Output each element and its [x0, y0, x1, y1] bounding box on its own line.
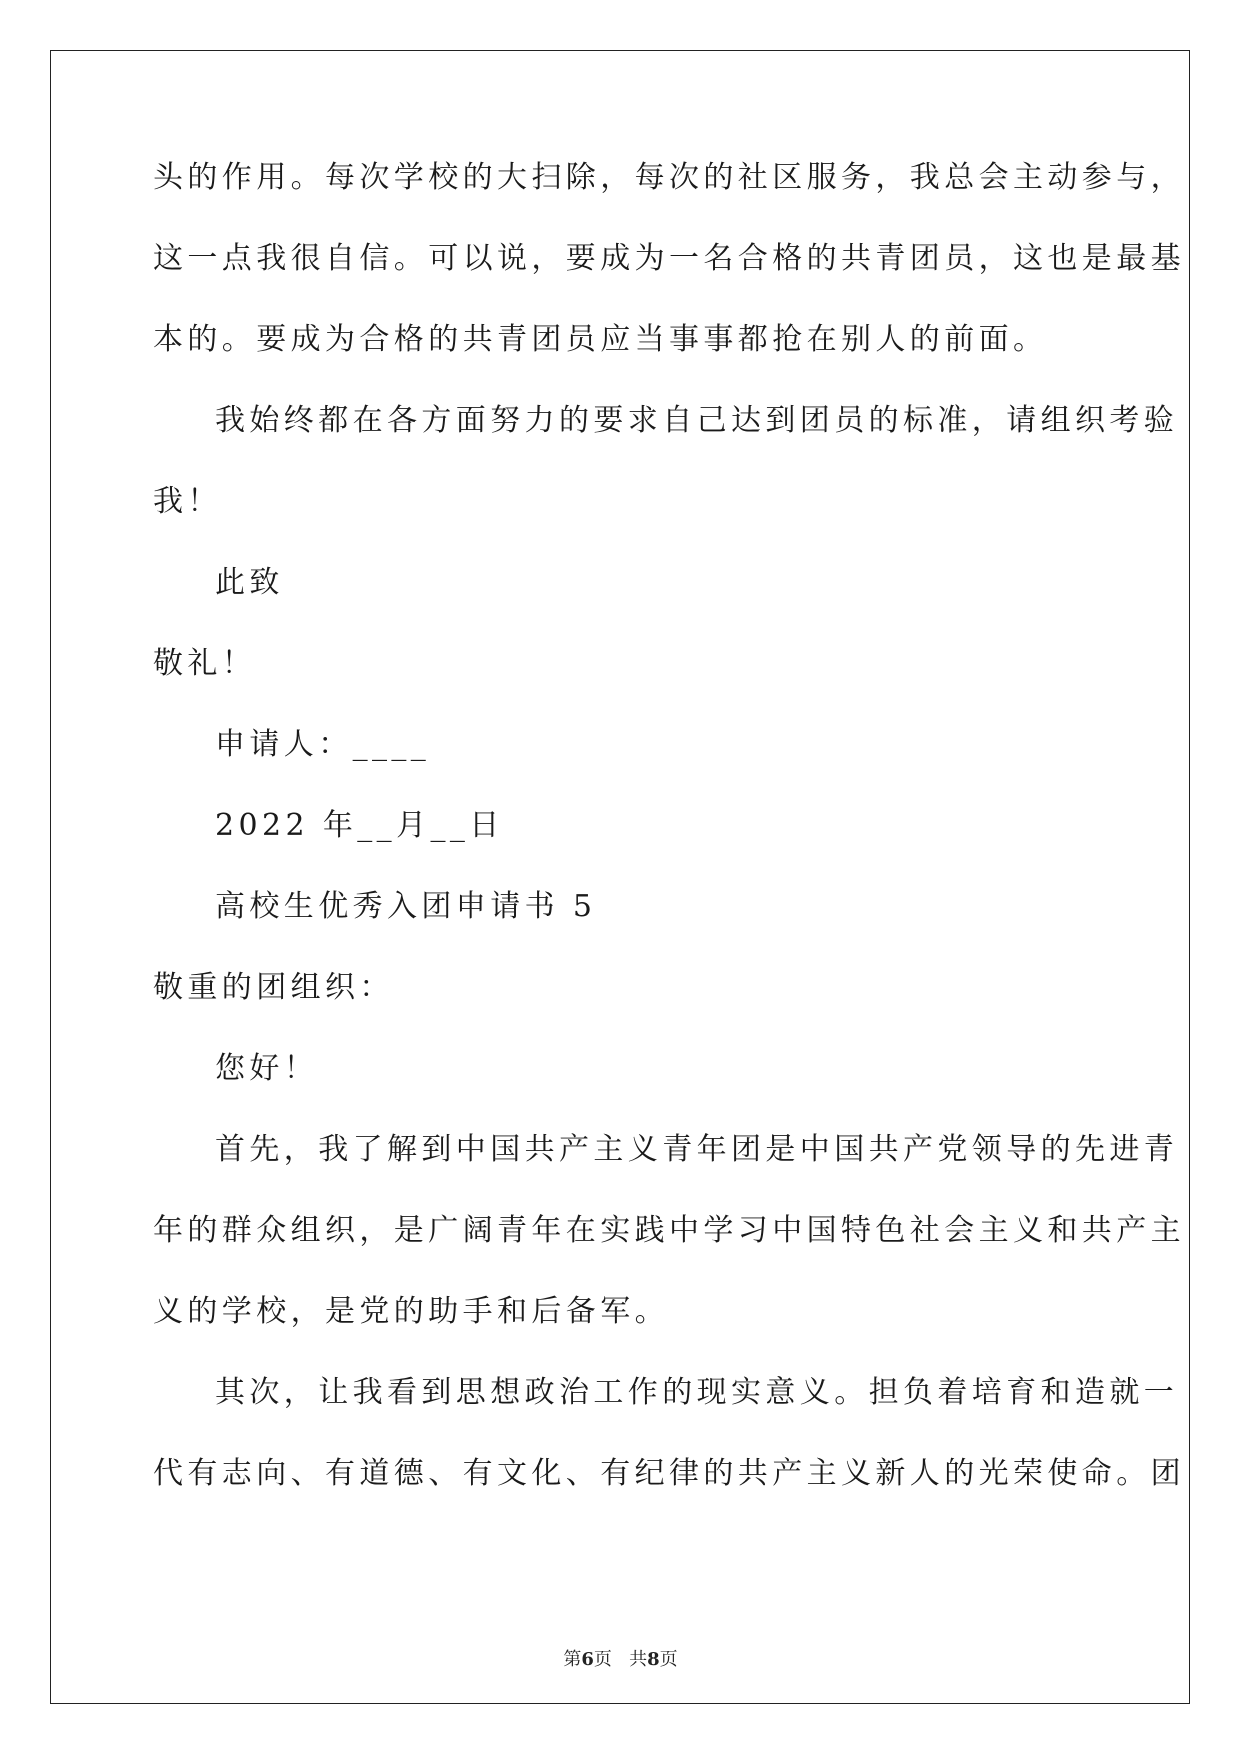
page-footer	[0, 1645, 1241, 1671]
paragraph-line: 年的群众组织，是广阔青年在实践中学习中国特色社会主义和共产主	[153, 1213, 1185, 1248]
applicant-signature-line: 申请人：____	[215, 727, 431, 762]
page-suffix: 页	[593, 1649, 612, 1670]
paragraph-line: 头的作用。每次学校的大扫除，每次的社区服务，我总会主动参与，	[153, 160, 1185, 195]
current-page-number: 6	[581, 1649, 594, 1670]
greeting: 您好！	[215, 1051, 319, 1086]
greeting-addressee: 敬重的团组织：	[153, 970, 394, 1005]
page-prefix: 第	[563, 1649, 582, 1670]
paragraph-line: 我始终都在各方面努力的要求自己达到团员的标准，请组织考验	[215, 403, 1179, 438]
paragraph-line: 代有志向、有道德、有文化、有纪律的共产主义新人的光荣使命。团	[153, 1456, 1185, 1491]
paragraph-line: 这一点我很自信。可以说，要成为一名合格的共青团员，这也是最基	[153, 241, 1185, 276]
paragraph-line: 我！	[153, 484, 222, 519]
paragraph-line: 首先，我了解到中国共产主义青年团是中国共产党领导的先进青	[215, 1132, 1179, 1167]
closing-salutation: 此致	[215, 565, 284, 600]
closing-respect: 敬礼！	[153, 646, 257, 681]
total-suffix: 页	[659, 1649, 678, 1670]
section-title: 高校生优秀入团申请书 5	[215, 889, 597, 924]
total-page-count: 8	[647, 1649, 660, 1670]
date-line: 2022 年__月__日	[215, 808, 504, 843]
document-body	[153, 160, 1185, 1537]
paragraph-line: 义的学校，是党的助手和后备军。	[153, 1294, 669, 1329]
paragraph-line: 本的。要成为合格的共青团员应当事事都抢在别人的前面。	[153, 322, 1048, 357]
paragraph-line: 其次，让我看到思想政治工作的现实意义。担负着培育和造就一	[215, 1375, 1179, 1410]
total-prefix: 共	[629, 1649, 648, 1670]
